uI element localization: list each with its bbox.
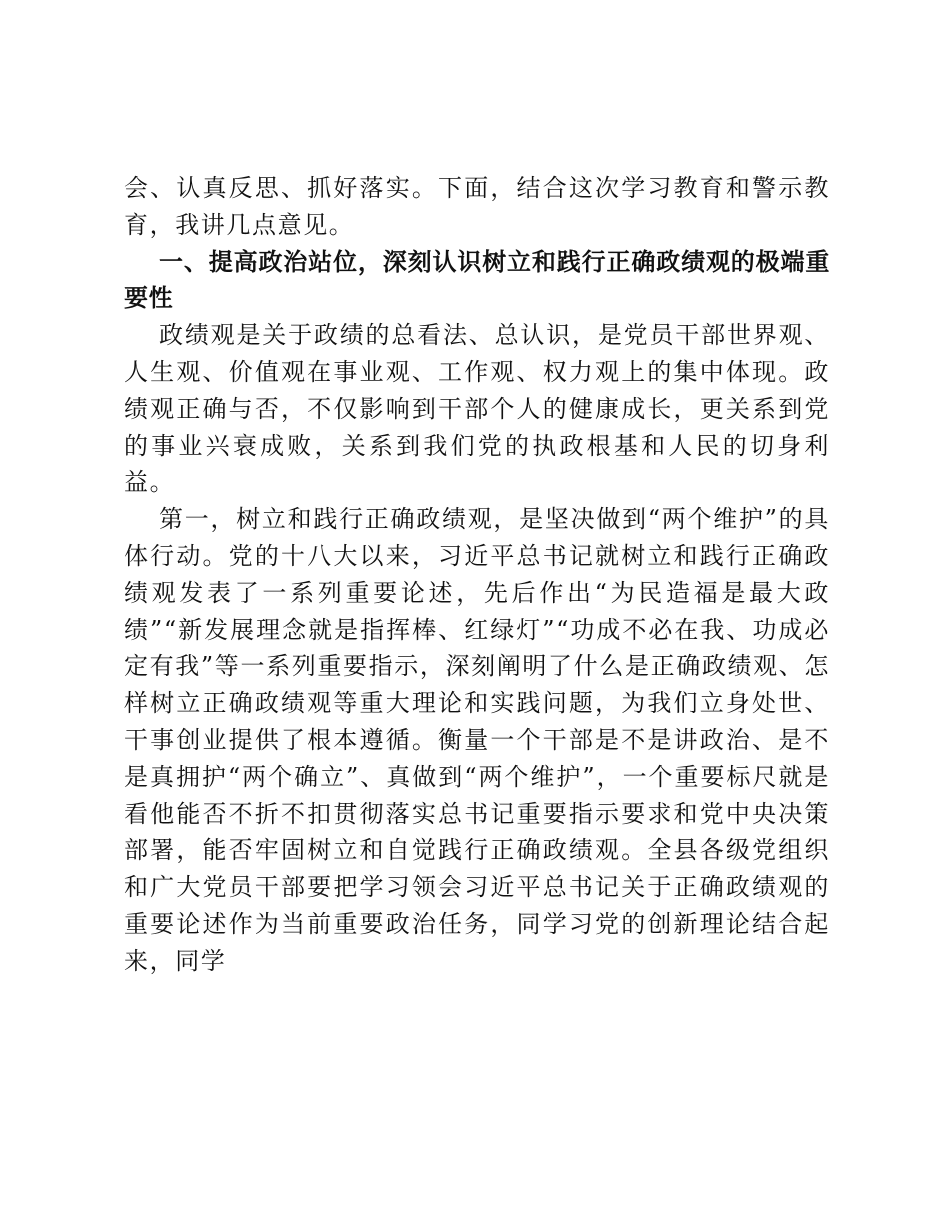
body-paragraph: 政绩观是关于政绩的总看法、总认识，是党员干部世界观、人生观、价值观在事业观、工作观、权力观上的集中体现。政绩观正确与否，不仅影响到干部个人的健康成长，更关系到党的事业兴衰成败，关系到我们党的执政根基和人民的切身利益。 bbox=[124, 321, 830, 497]
document-page bbox=[124, 170, 830, 980]
body-paragraph: 第一，树立和践行正确政绩观，是坚决做到“两个维护”的具体行动。党的十八大以来，习近平总书记就树立和践行正确政绩观发表了一系列重要论述，先后作出“为民造福是最大政绩”“新发展理念就是指挥棒、红绿灯”“功成不必在我、功成必定有我”等一系列重要指示，深刻阐明了什么是正确政绩观、怎样树立正确政绩观等重大理论和实践问题，为我们立身处世、干事创业提供了根本遵循。衡量一个干部是不是讲政治、是不是真拥护“两个确立”、真做到“两个维护”，一个重要标尺就是看他能否不折不扣贯彻落实总书记重要指示要求和党中央决策部署，能否牢固树立和自觉践行正确政绩观。全县各级党组织和广大党员干部要把学习领会习近平总书记关于正确政绩观的重要论述作为当前重要政治任务，同学习党的创新理论结合起来，同学 bbox=[124, 505, 830, 975]
intro-paragraph: 会、认真反思、抓好落实。下面，结合这次学习教育和警示教育，我讲几点意见。 bbox=[124, 174, 830, 239]
section-heading: 一、提高政治站位，深刻认识树立和践行正确政绩观的极端重要性 bbox=[124, 247, 830, 313]
